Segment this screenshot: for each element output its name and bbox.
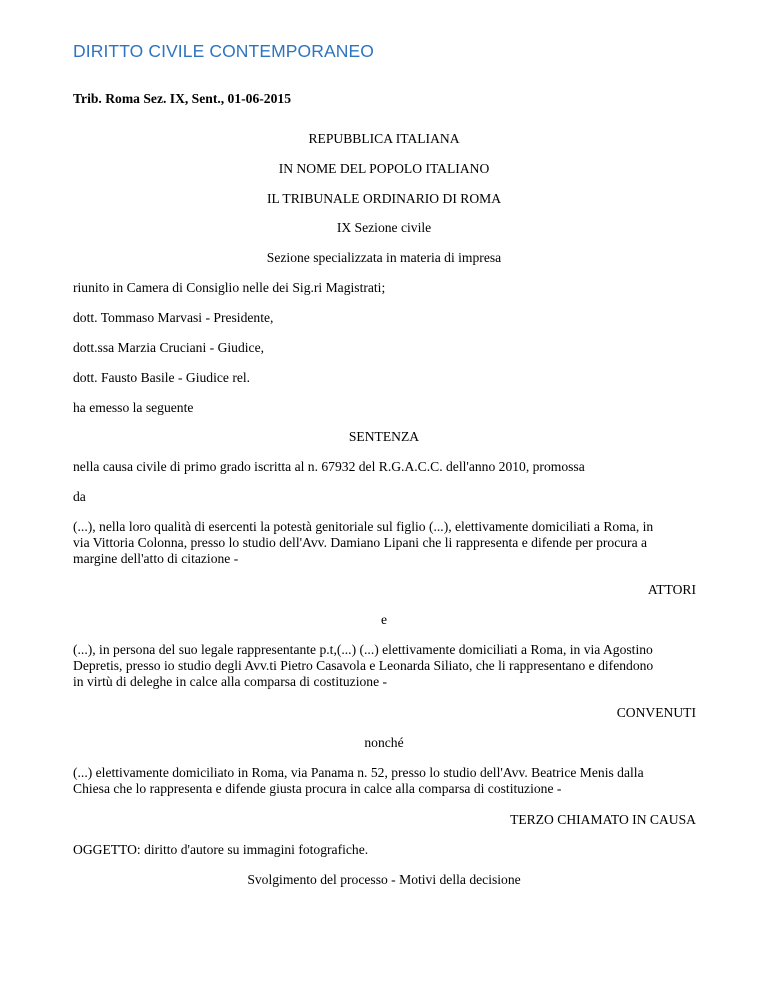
subject-text: OGGETTO: diritto d'autore su immagini fotografiche. (73, 842, 369, 857)
plaintiffs-line-2: via Vittoria Colonna, presso lo studio dell'Avv. Damiano Lipani che li rappresenta e difende per procura a (73, 535, 648, 550)
publication-title: DIRITTO CIVILE CONTEMPORANEO (73, 41, 374, 61)
and-text: e (380, 612, 388, 627)
defendants-label: CONVENUTI (616, 705, 696, 720)
defendants-line-3: in virtù di deleghe in calce alla comparsa di costituzione - (73, 674, 388, 689)
heading-specialized-section: Sezione specializzata in materia di impresa (266, 250, 502, 265)
judge-president: dott. Tommaso Marvasi - Presidente, (73, 310, 274, 325)
heading-people: IN NOME DEL POPOLO ITALIANO (278, 161, 490, 176)
heading-tribunal: IL TRIBUNALE ORDINARIO DI ROMA (266, 191, 502, 206)
heading-republic: REPUBBLICA ITALIANA (308, 131, 460, 146)
judge-rapporteur: dott. Fausto Basile - Giudice rel. (73, 370, 251, 385)
third-party-line-2: Chiesa che lo rappresenta e difende giusta procura in calce alla comparsa di costituzione - (73, 781, 562, 796)
case-intro: nella causa civile di primo grado iscritta al n. 67932 del R.G.A.C.C. dell'anno 2010, promossa (73, 459, 585, 474)
third-party-line-1: (...) elettivamente domiciliato in Roma, via Panama n. 52, presso lo studio dell'Avv. Beatrice Menis dalla (73, 765, 644, 780)
plaintiffs-line-3: margine dell'atto di citazione - (73, 551, 239, 566)
sentence-heading: SENTENZA (348, 429, 420, 444)
also-text: nonché (364, 735, 404, 750)
plaintiffs-label: ATTORI (647, 582, 696, 597)
defendants-line-1: (...), in persona del suo legale rappresentante p.t,(...) (...) elettivamente domiciliati a Roma, in via Agostino (73, 642, 653, 657)
judge-second: dott.ssa Marzia Cruciani - Giudice, (73, 340, 265, 355)
defendants-line-2: Depretis, presso io studio degli Avv.ti Pietro Casavola e Leonarda Siliato, che li rappresentano e difendono (73, 658, 654, 673)
third-party-label: TERZO CHIAMATO IN CAUSA (510, 812, 696, 827)
section-title: Svolgimento del processo - Motivi della decisione (247, 872, 521, 887)
heading-section: IX Sezione civile (336, 220, 432, 235)
issued-text: ha emesso la seguente (73, 400, 194, 415)
plaintiffs-line-1: (...), nella loro qualità di esercenti la potestà genitoriale sul figlio (...), elettivamente domiciliati a Roma, in (73, 519, 654, 534)
case-citation: Trib. Roma Sez. IX, Sent., 01-06-2015 (73, 91, 291, 106)
da-text: da (73, 489, 86, 504)
meeting-text: riunito in Camera di Consiglio nelle dei Sig.ri Magistrati; (73, 280, 386, 295)
